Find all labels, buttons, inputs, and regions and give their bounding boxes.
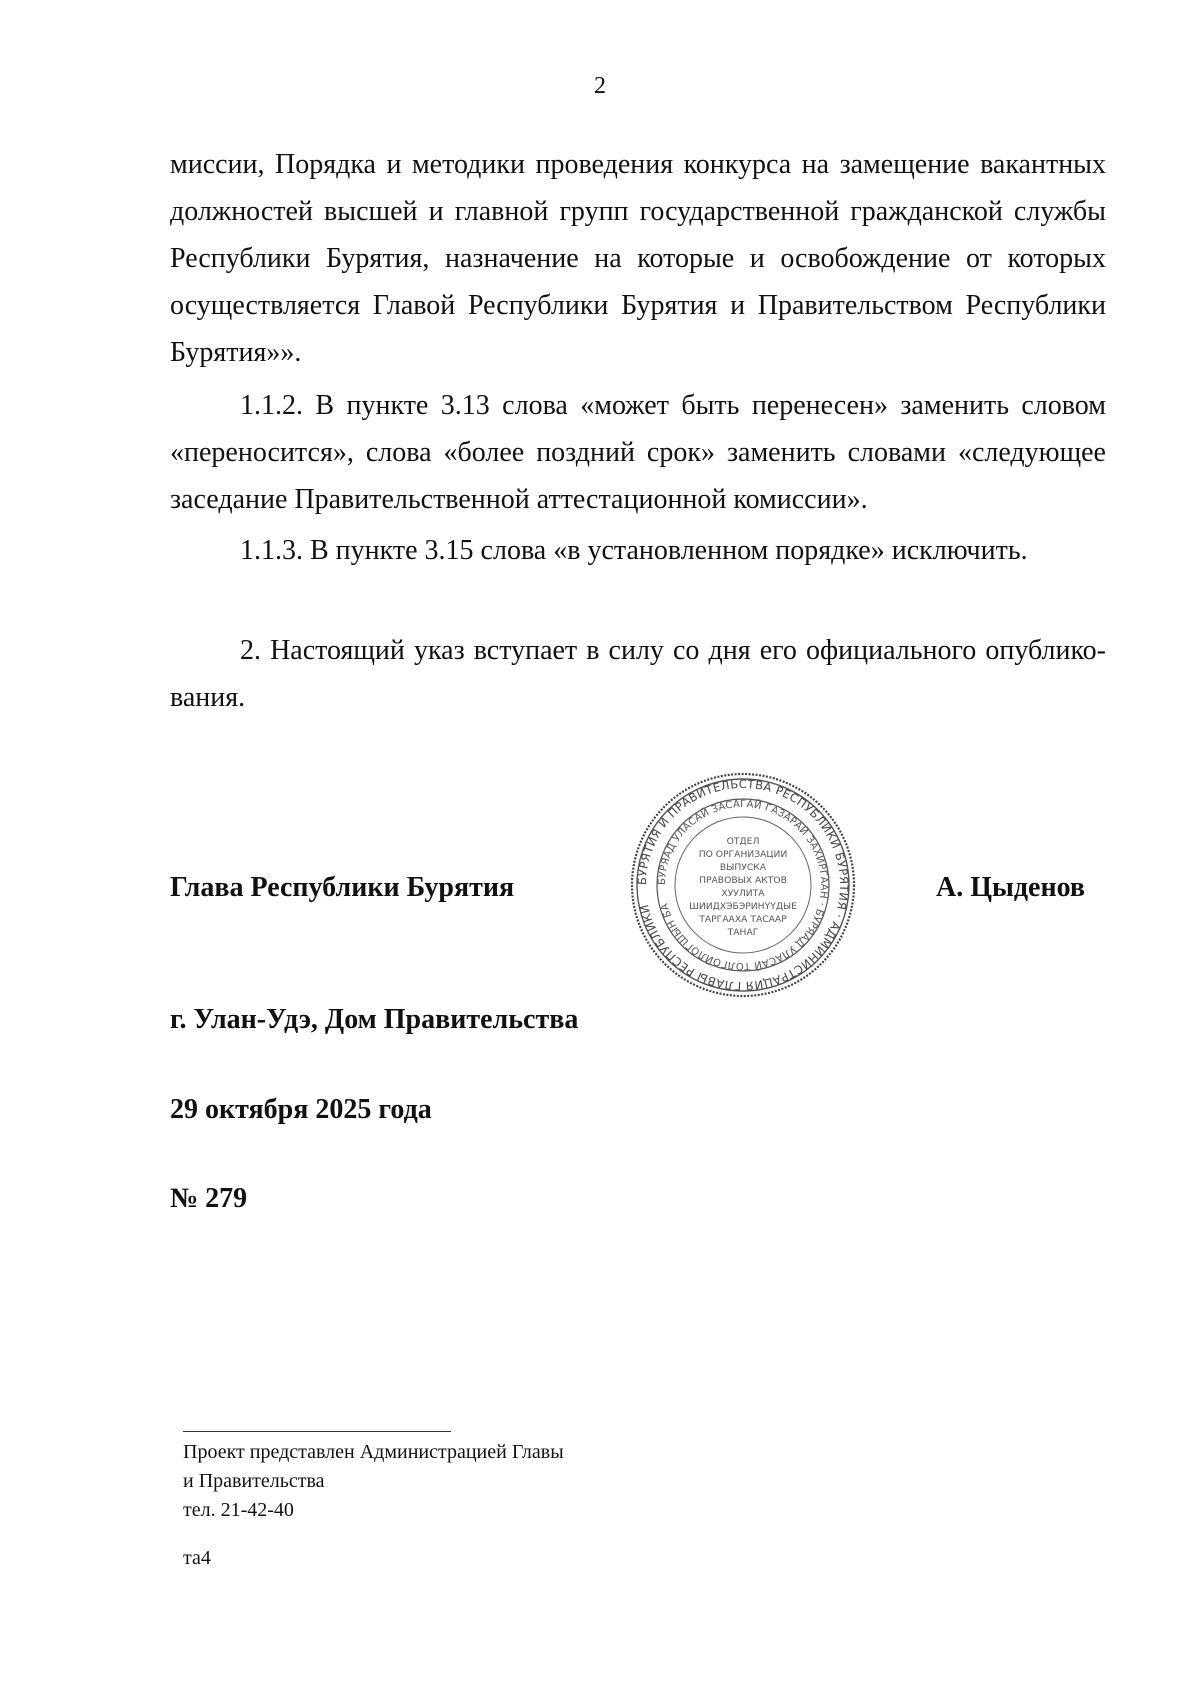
footnote-phone: тел. 21-42-40 (183, 1499, 294, 1521)
paragraph-continuation: миссии, Порядка и методики проведения конкурса на замещение вакантных должностей высшей и главной групп государственной гражданской службы Республики Бурятия, назначение на которые и освобождение от которых осуществляется Главой Республики Бурятия и Правительством Республики Бурятия»». (170, 149, 1106, 368)
decree-number: № 279 (170, 1183, 248, 1214)
stamp-center-line: ПО ОРГАНИЗАЦИИ (698, 849, 788, 860)
paragraph-clause-1-1-2: 1.1.2. В пункте 3.13 слова «может быть перенесен» заменить словом «переносится», слова «более поздний срок» заменить словами «следующее заседание Правительственной аттестационной комиссии». (170, 390, 1106, 515)
footnote (183, 1438, 564, 1525)
official-seal-stamp (628, 770, 858, 1000)
stamp-inner-ring-text: БУРЯАД УЛАСАЙ ЗАСАГАЙ ГАЗАРАЙ ЗАХИРГААН · БУРЯАД УЛАСАЙ ТОЛГОЙЛОГШЫН БА (656, 798, 830, 972)
footnote-line: Проект представлен Администрацией Главы (183, 1441, 564, 1463)
document-code: та4 (183, 1547, 211, 1569)
footnote-line: и Правительства (183, 1470, 325, 1492)
stamp-center-line: ВЫПУСКА (719, 862, 767, 873)
signing-place: г. Улан-Удэ, Дом Правительства (170, 1004, 579, 1035)
paragraph-clause-2: 2. Настоящий указ вступает в силу со дня его официального опублико-вания. (170, 635, 1106, 713)
signatory-position: Глава Республики Бурятия (170, 872, 515, 903)
signing-date: 29 октября 2025 года (170, 1094, 432, 1125)
stamp-center-line: ХУУЛИТА (721, 888, 765, 899)
page-number: 2 (594, 73, 606, 99)
stamp-center-line: ПРАВОВЫХ АКТОВ (699, 875, 787, 886)
stamp-center-line: ТАРГААХА ТАСААР (699, 914, 787, 925)
signatory-name: А. Цыденов (936, 872, 1086, 903)
stamp-center-line: ТАНАГ (727, 927, 759, 938)
stamp-outer-ring-text: БУРЯТИЯ И ПРАВИТЕЛЬСТВА РЕСПУБЛИКИ БУРЯТИЯ · АДМИНИСТРАЦИЯ ГЛАВЫ РЕСПУБЛИКИ (634, 776, 852, 994)
paragraph-clause-1-1-3: 1.1.3. В пункте 3.15 слова «в установленном порядке» исключить. (240, 535, 1028, 566)
stamp-center-line: ОТДЕЛ (726, 836, 760, 847)
footnote-divider (183, 1431, 451, 1432)
stamp-center-line: ШИИДХЭБЭРИНҮҮДЫЕ (689, 901, 797, 912)
